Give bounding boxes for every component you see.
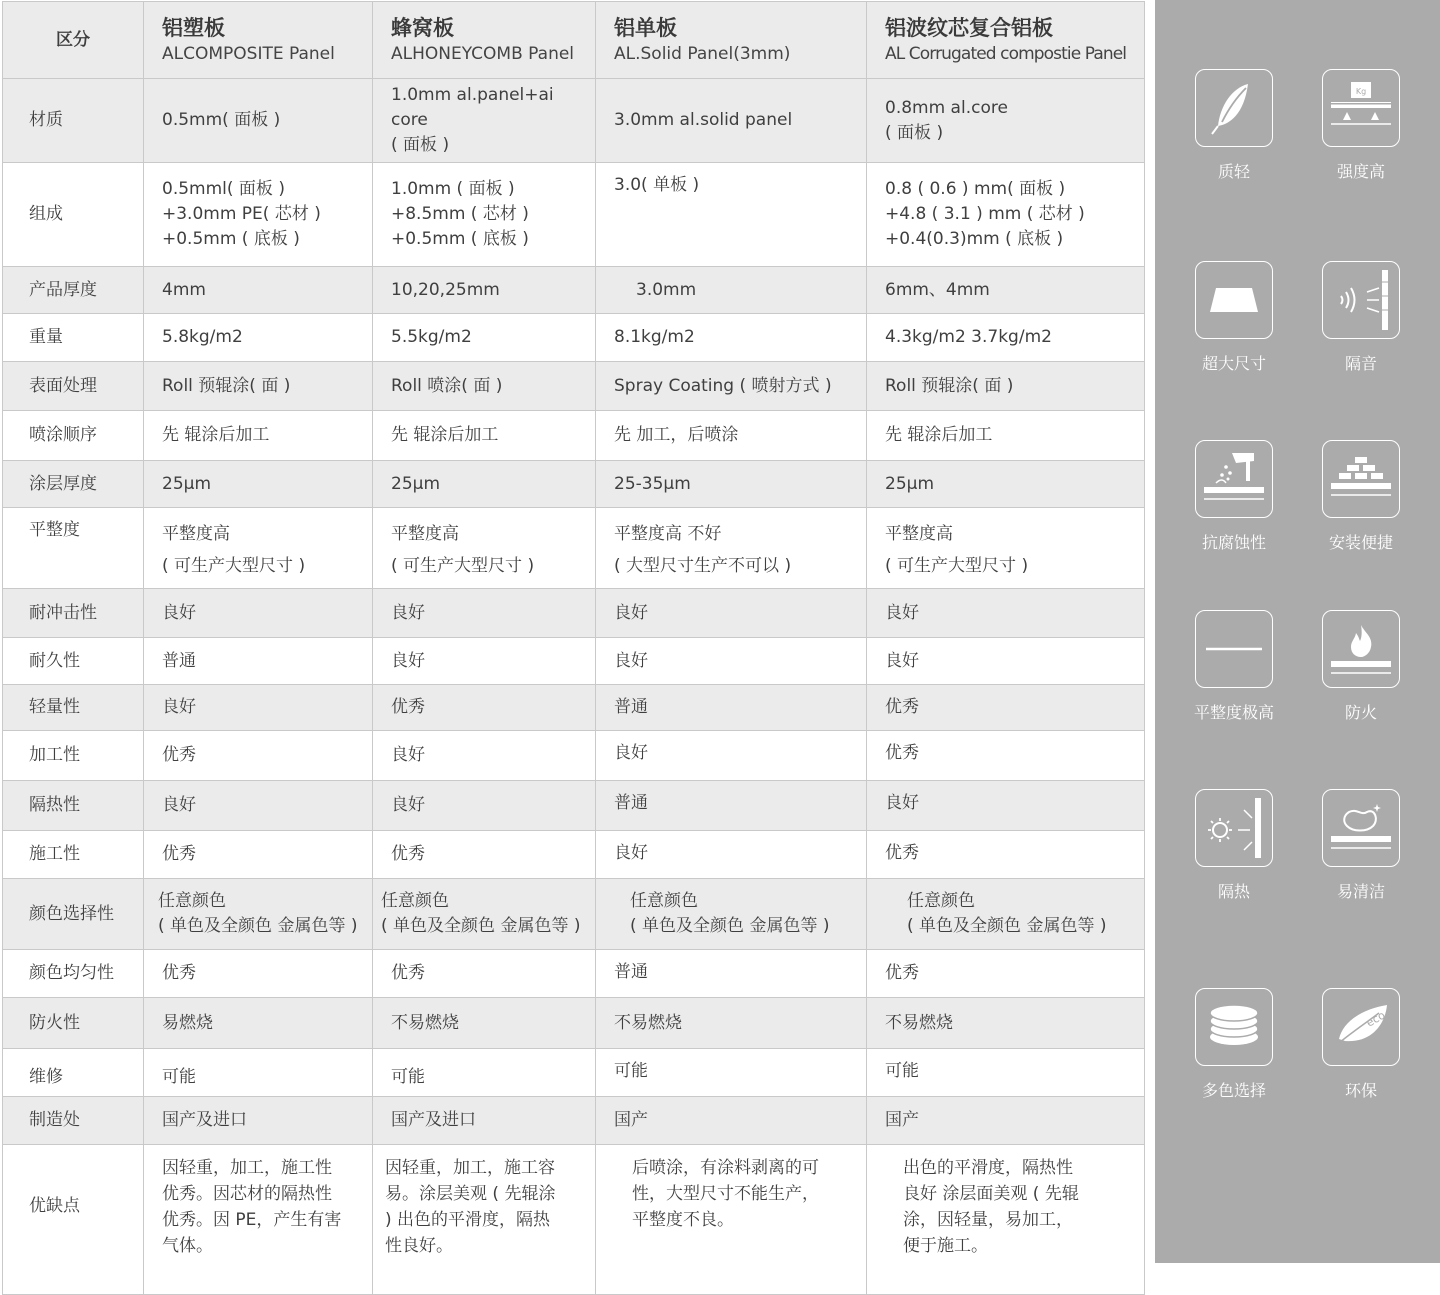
feature-easy-install <box>1296 440 1426 554</box>
row-label: 耐冲击性 <box>3 589 144 638</box>
table-cell: 良好 <box>596 731 867 781</box>
feature-panel <box>1155 0 1440 1263</box>
feature-soundproof <box>1296 261 1426 375</box>
table-cell: 平整度高 ( 可生产大型尺寸 ) <box>373 508 596 589</box>
table-row <box>3 638 1145 685</box>
table-cell: 易燃烧 <box>144 998 373 1049</box>
row-label: 产品厚度 <box>3 267 144 314</box>
table-cell: 良好 <box>373 731 596 781</box>
table-cell: 0.5mml( 面板 ) +3.0mm PE( 芯材 ) +0.5mm ( 底板 ) <box>144 163 373 267</box>
feature-large-size <box>1169 261 1299 375</box>
feature-strength <box>1296 69 1426 183</box>
feature-flatness <box>1169 610 1299 724</box>
table-cell: 先 辊涂后加工 <box>867 411 1145 461</box>
feature-label: 多色选择 <box>1201 1081 1266 1100</box>
table-cell: 先 辊涂后加工 <box>144 411 373 461</box>
table-cell: Spray Coating ( 喷射方式 ) <box>596 362 867 411</box>
table-row <box>3 163 1145 267</box>
table-cell: 因轻重，加工，施工性 优秀。因芯材的隔热性 优秀。因 PE，产生有害 气体。 <box>144 1145 373 1295</box>
row-label: 施工性 <box>3 831 144 879</box>
table-cell: 良好 <box>596 638 867 685</box>
table-cell: 优秀 <box>867 685 1145 731</box>
table-cell: Roll 喷涂( 面 ) <box>373 362 596 411</box>
table-cell: 6mm、4mm <box>867 267 1145 314</box>
table-cell: 因轻重，加工，施工容 易。涂层美观 ( 先辊涂 ) 出色的平滑度，隔热 性良好。 <box>373 1145 596 1295</box>
feature-label: 质轻 <box>1217 162 1250 181</box>
table-cell: 可能 <box>596 1049 867 1097</box>
table-cell: 普通 <box>596 685 867 731</box>
table-cell: 良好 <box>867 638 1145 685</box>
row-label: 组成 <box>3 163 144 267</box>
eco-leaf-icon <box>1329 995 1393 1059</box>
row-label: 颜色均匀性 <box>3 950 144 998</box>
table-cell: 良好 <box>144 781 373 831</box>
sun-icon <box>1202 796 1266 860</box>
row-label: 平整度 <box>3 508 144 589</box>
table-cell: 任意颜色 ( 单色及全颜色 金属色等 ) <box>373 879 596 950</box>
feature-label: 超大尺寸 <box>1201 354 1266 373</box>
feature-heat-insulation <box>1169 789 1299 903</box>
table-cell: 良好 <box>373 781 596 831</box>
table-cell: 3.0mm <box>596 267 867 314</box>
table-cell: 10,20,25mm <box>373 267 596 314</box>
row-label: 耐久性 <box>3 638 144 685</box>
table-cell: 1.0mm al.panel+ai core ( 面板 ) <box>373 79 596 163</box>
table-cell: 25μm <box>373 461 596 508</box>
table-cell: 普通 <box>144 638 373 685</box>
table-cell: 优秀 <box>867 831 1145 879</box>
table-cell: 0.8 ( 0.6 ) mm( 面板 ) +4.8 ( 3.1 ) mm ( 芯材 ) +0.4(0.3)mm ( 底板 ) <box>867 163 1145 267</box>
feature-label: 强度高 <box>1336 162 1385 181</box>
table-cell: 良好 <box>144 685 373 731</box>
table-cell: 优秀 <box>373 950 596 998</box>
table-cell: 良好 <box>373 589 596 638</box>
table-cell: 8.1kg/m2 <box>596 314 867 362</box>
table-cell: 不易燃烧 <box>596 998 867 1049</box>
eco-icon-text: eco <box>1364 1008 1388 1030</box>
table-row <box>3 950 1145 998</box>
table-cell: 3.0mm al.solid panel <box>596 79 867 163</box>
feature-label: 防火 <box>1344 703 1377 722</box>
table-cell: 后喷涂，有涂料剥离的可 性，大型尺寸不能生产， 平整度不良。 <box>596 1145 867 1295</box>
weight-icon-text: Kg <box>1355 87 1367 96</box>
table-cell: Roll 预辊涂( 面 ) <box>867 362 1145 411</box>
table-row <box>3 781 1145 831</box>
feature-label: 环保 <box>1344 1081 1377 1100</box>
header-corner: 区分 <box>3 2 144 79</box>
table-cell: 4mm <box>144 267 373 314</box>
row-label: 轻量性 <box>3 685 144 731</box>
header-corrugated: 铝波纹芯复合铝板 AL Corrugated compostie Panel <box>867 2 1145 79</box>
feature-eco <box>1296 988 1426 1102</box>
table-cell: 普通 <box>596 781 867 831</box>
table-row <box>3 879 1145 950</box>
table-cell: 不易燃烧 <box>867 998 1145 1049</box>
header-alcomposite: 铝塑板 ALCOMPOSITE Panel <box>144 2 373 79</box>
row-label: 表面处理 <box>3 362 144 411</box>
table-row <box>3 508 1145 589</box>
table-row <box>3 1049 1145 1097</box>
header-alsolid: 铝单板 AL.Solid Panel(3mm) <box>596 2 867 79</box>
table-row <box>3 685 1145 731</box>
table-cell: 任意颜色 ( 单色及全颜色 金属色等 ) <box>867 879 1145 950</box>
table-row <box>3 314 1145 362</box>
header-alhoneycomb: 蜂窝板 ALHONEYCOMB Panel <box>373 2 596 79</box>
table-cell: 任意颜色 ( 单色及全颜色 金属色等 ) <box>596 879 867 950</box>
feature-light <box>1169 69 1299 183</box>
row-label: 重量 <box>3 314 144 362</box>
table-cell: 可能 <box>867 1049 1145 1097</box>
table-cell: 25μm <box>144 461 373 508</box>
bricks-icon <box>1329 447 1393 511</box>
row-label: 喷涂顺序 <box>3 411 144 461</box>
feature-fireproof <box>1296 610 1426 724</box>
table-cell: 优秀 <box>373 831 596 879</box>
table-cell: 出色的平滑度，隔热性 良好 涂层面美观 ( 先辊 涂，因轻量，易加工， 便于施工。 <box>867 1145 1145 1295</box>
table-row <box>3 589 1145 638</box>
table-cell: 良好 <box>867 589 1145 638</box>
feature-easy-clean <box>1296 789 1426 903</box>
table-cell: 任意颜色 ( 单色及全颜色 金属色等 ) <box>144 879 373 950</box>
table-cell: 良好 <box>373 638 596 685</box>
header-row <box>3 2 1145 79</box>
table-cell: 4.3kg/m2 3.7kg/m2 <box>867 314 1145 362</box>
table-cell: 优秀 <box>373 685 596 731</box>
comparison-table <box>2 1 1145 1295</box>
row-label: 防火性 <box>3 998 144 1049</box>
table-cell: 0.5mm( 面板 ) <box>144 79 373 163</box>
feature-label: 隔音 <box>1344 354 1377 373</box>
table-cell: 国产 <box>867 1097 1145 1145</box>
table-row <box>3 1145 1145 1295</box>
table-row <box>3 998 1145 1049</box>
table-cell: 3.0( 单板 ) <box>596 163 867 267</box>
table-cell: 平整度高 ( 可生产大型尺寸 ) <box>144 508 373 589</box>
table-cell: 良好 <box>596 589 867 638</box>
table-cell: 可能 <box>144 1049 373 1097</box>
flat-line-icon <box>1202 617 1266 681</box>
feature-label: 安装便捷 <box>1328 533 1393 552</box>
row-label: 优缺点 <box>3 1145 144 1295</box>
feature-label: 隔热 <box>1217 882 1250 901</box>
row-label: 加工性 <box>3 731 144 781</box>
table-row <box>3 461 1145 508</box>
table-cell: 5.8kg/m2 <box>144 314 373 362</box>
feature-label: 平整度极高 <box>1193 703 1274 722</box>
table-cell: 1.0mm ( 面板 ) +8.5mm ( 芯材 ) +0.5mm ( 底板 ) <box>373 163 596 267</box>
table-row <box>3 411 1145 461</box>
table-cell: 25-35μm <box>596 461 867 508</box>
feature-anticorrosion <box>1169 440 1299 554</box>
table-cell: 良好 <box>596 831 867 879</box>
table-cell: 5.5kg/m2 <box>373 314 596 362</box>
table-cell: 优秀 <box>867 731 1145 781</box>
table-cell: 优秀 <box>144 950 373 998</box>
large-panel-icon <box>1202 268 1266 332</box>
table-cell: 良好 <box>144 589 373 638</box>
table-cell: 先 辊涂后加工 <box>373 411 596 461</box>
feature-label: 抗腐蚀性 <box>1201 533 1266 552</box>
table-cell: 优秀 <box>144 831 373 879</box>
table-cell: 平整度高 ( 可生产大型尺寸 ) <box>867 508 1145 589</box>
table-cell: 优秀 <box>867 950 1145 998</box>
weight-icon <box>1329 76 1393 140</box>
table-cell: 0.8mm al.core ( 面板 ) <box>867 79 1145 163</box>
row-label: 颜色选择性 <box>3 879 144 950</box>
row-label: 隔热性 <box>3 781 144 831</box>
table-row <box>3 831 1145 879</box>
table-cell: 良好 <box>867 781 1145 831</box>
table-row <box>3 79 1145 163</box>
table-cell: 国产 <box>596 1097 867 1145</box>
table-cell: 国产及进口 <box>373 1097 596 1145</box>
row-label: 维修 <box>3 1049 144 1097</box>
row-label: 材质 <box>3 79 144 163</box>
table-cell: 不易燃烧 <box>373 998 596 1049</box>
table-row <box>3 731 1145 781</box>
row-label: 涂层厚度 <box>3 461 144 508</box>
table-cell: 平整度高 不好 ( 大型尺寸生产不可以 ) <box>596 508 867 589</box>
feather-icon <box>1202 76 1266 140</box>
clean-icon <box>1329 796 1393 860</box>
table-cell: 优秀 <box>144 731 373 781</box>
spray-icon <box>1202 447 1266 511</box>
flame-icon <box>1329 617 1393 681</box>
color-stack-icon <box>1202 995 1266 1059</box>
feature-multi-color <box>1169 988 1299 1102</box>
table-cell: 国产及进口 <box>144 1097 373 1145</box>
table-cell: 可能 <box>373 1049 596 1097</box>
table-row <box>3 362 1145 411</box>
table-row <box>3 267 1145 314</box>
table-cell: 先 加工，后喷涂 <box>596 411 867 461</box>
table-row <box>3 1097 1145 1145</box>
row-label: 制造处 <box>3 1097 144 1145</box>
sound-wave-icon <box>1329 268 1393 332</box>
table-cell: 普通 <box>596 950 867 998</box>
table-cell: 25μm <box>867 461 1145 508</box>
table-cell: Roll 预辊涂( 面 ) <box>144 362 373 411</box>
feature-label: 易清洁 <box>1336 882 1385 901</box>
